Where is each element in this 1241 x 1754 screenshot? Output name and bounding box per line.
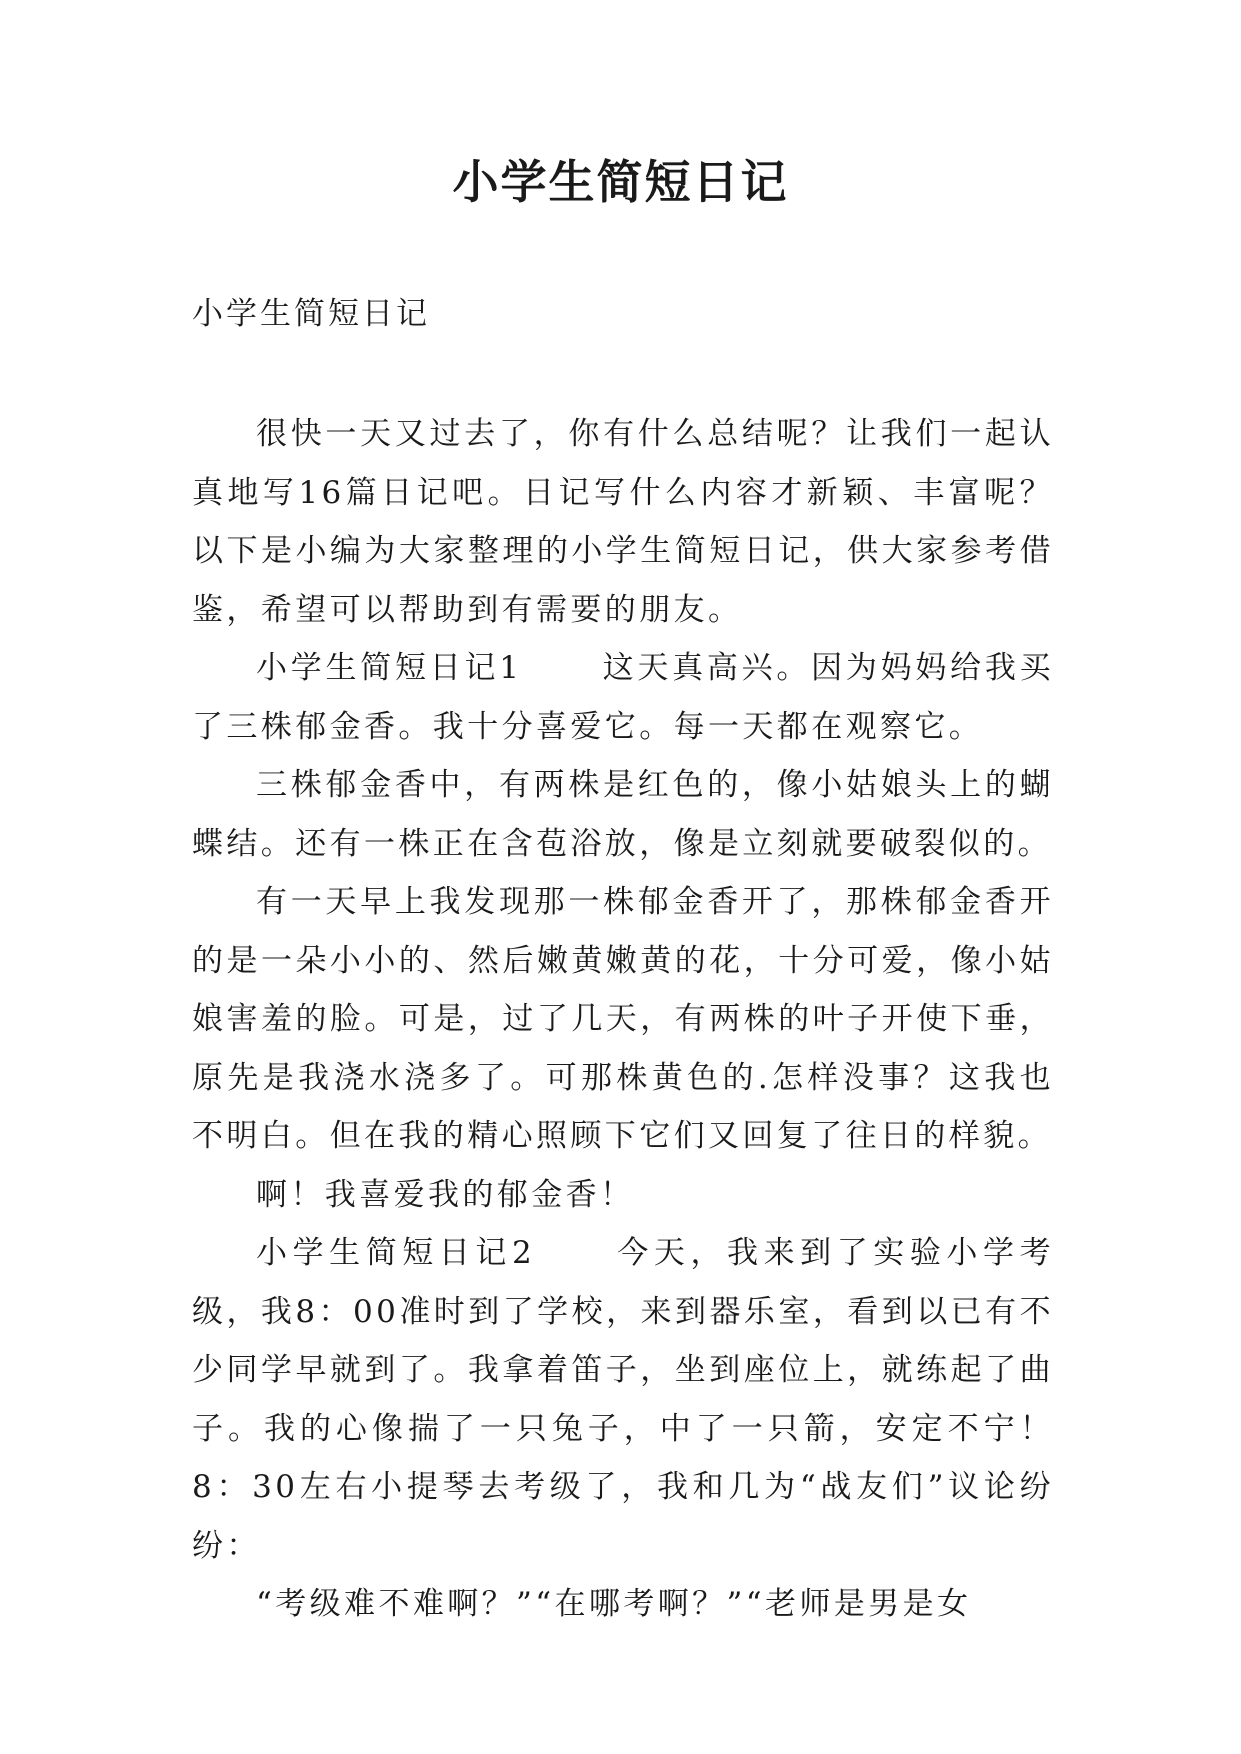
diary-heading: 小学生简短日记1 — [256, 650, 523, 686]
paragraph — [192, 405, 1054, 639]
paragraph-text: 很快一天又过去了，你有什么总结呢？让我们一起认真地写16篇日记吧。日记写什么内容才新颖、丰富呢？以下是小编为大家整理的小学生简短日记，供大家参考借鉴，希望可以帮助到有需要的朋友。 — [192, 416, 1054, 628]
paragraph-text: 有一天早上我发现那一株郁金香开了，那株郁金香开的是一朵小小的、然后嫩黄嫩黄的花，十分可爱，像小姑娘害羞的脸。可是，过了几天，有两株的叶子开使下垂，原先是我浇水浇多了。可那株黄色的.怎样没事？这我也不明白。但在我的精心照顾下它们又回复了往日的样貌。 — [192, 884, 1054, 1154]
paragraph-text: 这天真高兴。因为妈妈给我买了三株郁金香。我十分喜爱它。每一天都在观察它。 — [192, 650, 1054, 745]
paragraph-text: 三株郁金香中，有两株是红色的，像小姑娘头上的蝴蝶结。还有一株正在含苞浴放，像是立刻就要破裂似的。 — [192, 767, 1054, 862]
page-title: 小学生简短日记 — [452, 155, 789, 209]
paragraph-text: 今天，我来到了实验小学考级，我8：00准时到了学校，来到器乐室，看到以已有不少同学早就到了。我拿着笛子，坐到座位上，就练起了曲子。我的心像揣了一只兔子，中了一只箭，安定不宁！8：30左右小提琴去考级了，我和几为“战友们”议论纷纷： — [192, 1235, 1054, 1564]
paragraph — [192, 1224, 1054, 1575]
paragraph — [192, 1166, 1054, 1225]
diary-heading: 小学生简短日记2 — [256, 1235, 536, 1271]
paragraph-text: “考级难不难啊？”“在哪考啊？”“老师是男是女 — [256, 1586, 972, 1622]
paragraph — [192, 639, 1054, 756]
document-body — [192, 405, 1054, 1634]
paragraph — [192, 756, 1054, 873]
paragraph — [192, 1575, 1054, 1634]
paragraph — [192, 873, 1054, 1166]
document-subtitle: 小学生简短日记 — [192, 296, 430, 332]
paragraph-text: 啊！我喜爱我的郁金香！ — [256, 1176, 635, 1213]
